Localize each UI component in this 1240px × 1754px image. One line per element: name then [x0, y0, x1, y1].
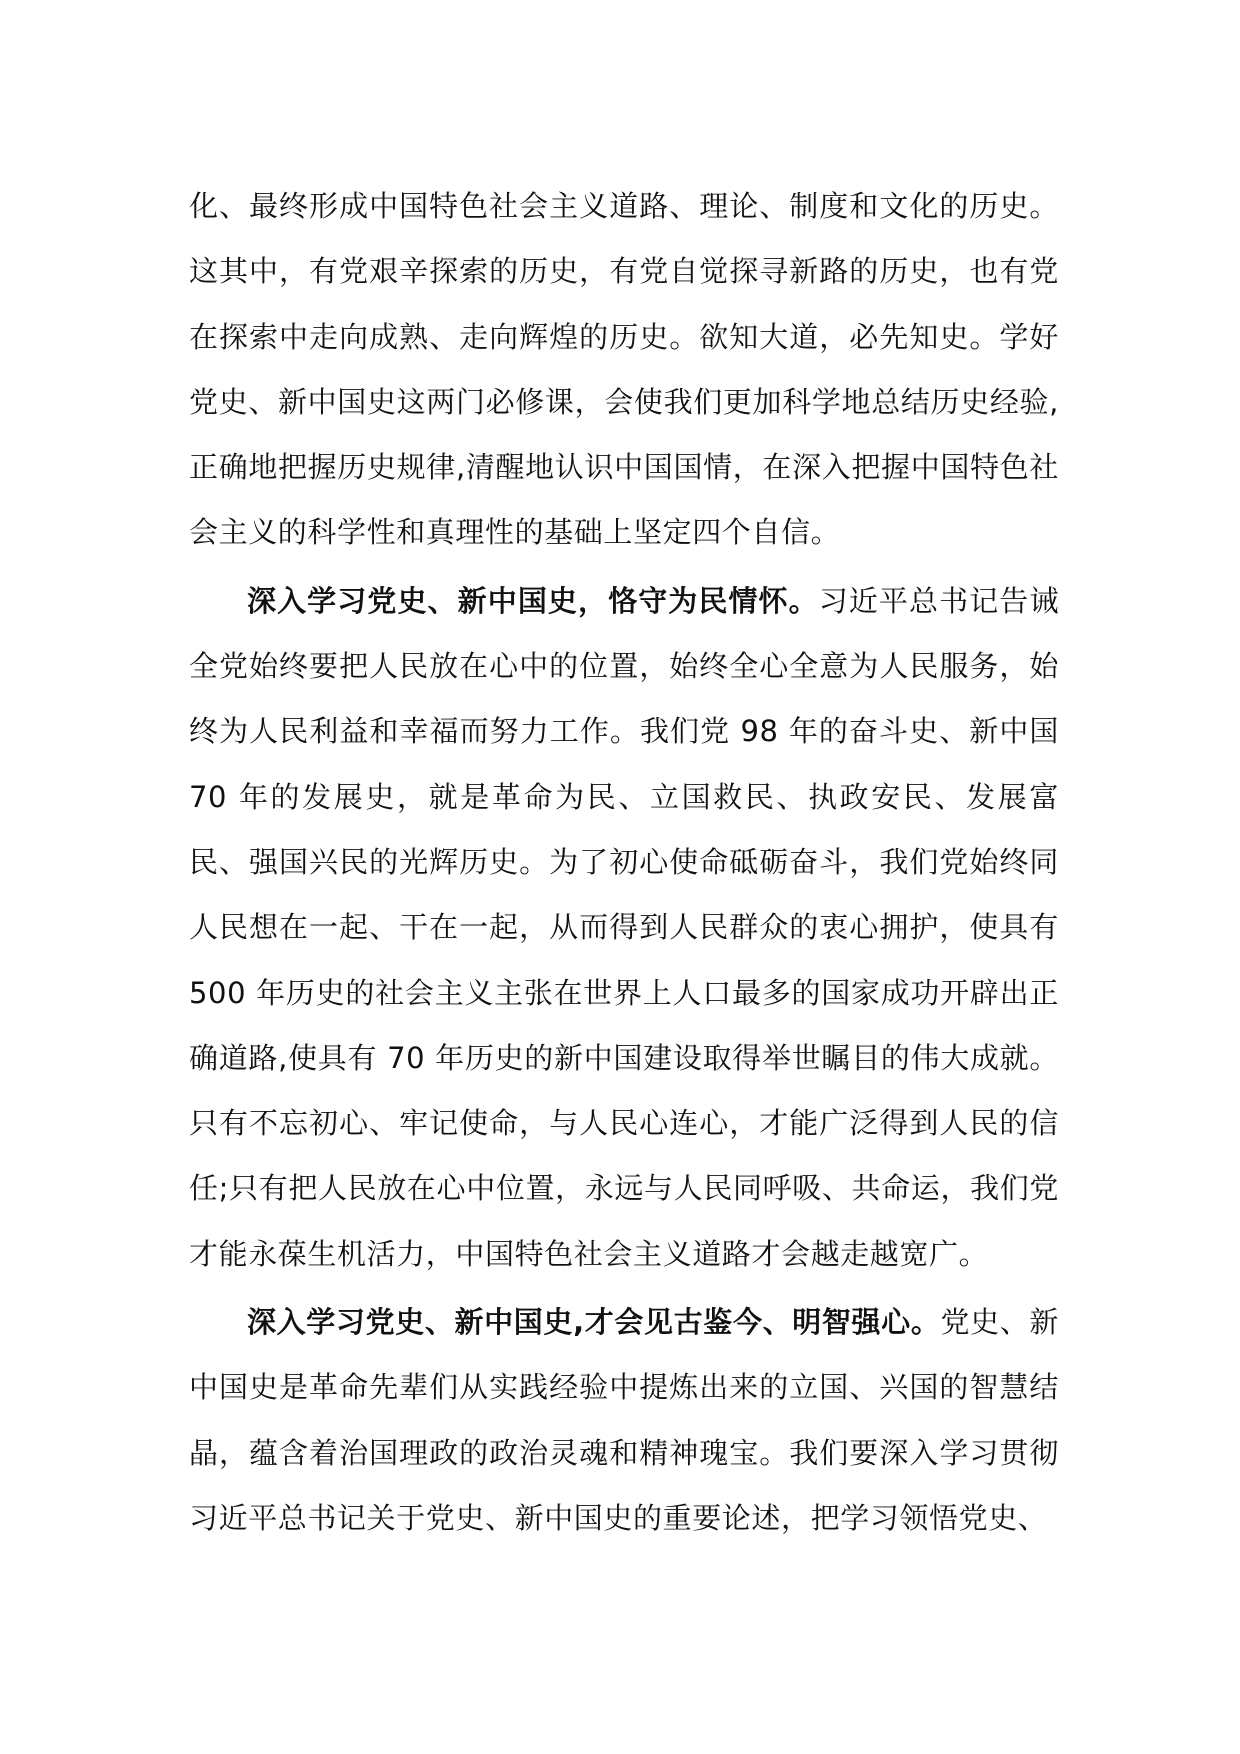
paragraph-people-feeling	[189, 569, 1059, 1287]
paragraph-lead-heading: 深入学习党史、新中国史,才会见古鉴今、明智强心。	[247, 1305, 941, 1340]
paragraph-continuation	[189, 174, 1059, 566]
paragraph-lead-heading: 深入学习党史、新中国史，恪守为民情怀。	[247, 583, 819, 618]
paragraph-text: 化、最终形成中国特色社会主义道路、理论、制度和文化的历史。这其中，有党艰辛探索的历史，有党自觉探寻新路的历史，也有党在探索中走向成熟、走向辉煌的历史。欲知大道，必先知史。学好党史、新中国史这两门必修课，会使我们更加科学地总结历史经验,正确地把握历史规律,清醒地认识中国国情，在深入把握中国特色社会主义的科学性和真理性的基础上坚定四个自信。	[189, 189, 1059, 550]
paragraph-text: 党史、新中国史是革命先辈们从实践经验中提炼出来的立国、兴国的智慧结晶，蕴含着治国理政的政治灵魂和精神瑰宝。我们要深入学习贯彻习近平总书记关于党史、新中国史的重要论述，把学习领悟党史、	[189, 1305, 1059, 1535]
paragraph-history-wisdom	[189, 1290, 1059, 1551]
document-body	[189, 174, 1059, 1551]
paragraph-text: 习近平总书记告诫全党始终要把人民放在心中的位置，始终全心全意为人民服务，始终为人民利益和幸福而努力工作。我们党 98 年的奋斗史、新中国 70 年的发展史，就是革命为民、立国救民、执政安民、发展富民、强国兴民的光辉历史。为了初心使命砥砺奋斗，我们党始终同人民想在一起、干在一起，从而得到人民群众的衷心拥护，使具有 500 年历史的社会主义主张在世界上人口最多的国家成功开辟出正确道路,使具有 70 年历史的新中国建设取得举世瞩目的伟大成就。只有不忘初心、牢记使命，与人民心连心，才能广泛得到人民的信任;只有把人民放在心中位置，永远与人民同呼吸、共命运，我们党才能永葆生机活力，中国特色社会主义道路才会越走越宽广。	[189, 583, 1059, 1271]
